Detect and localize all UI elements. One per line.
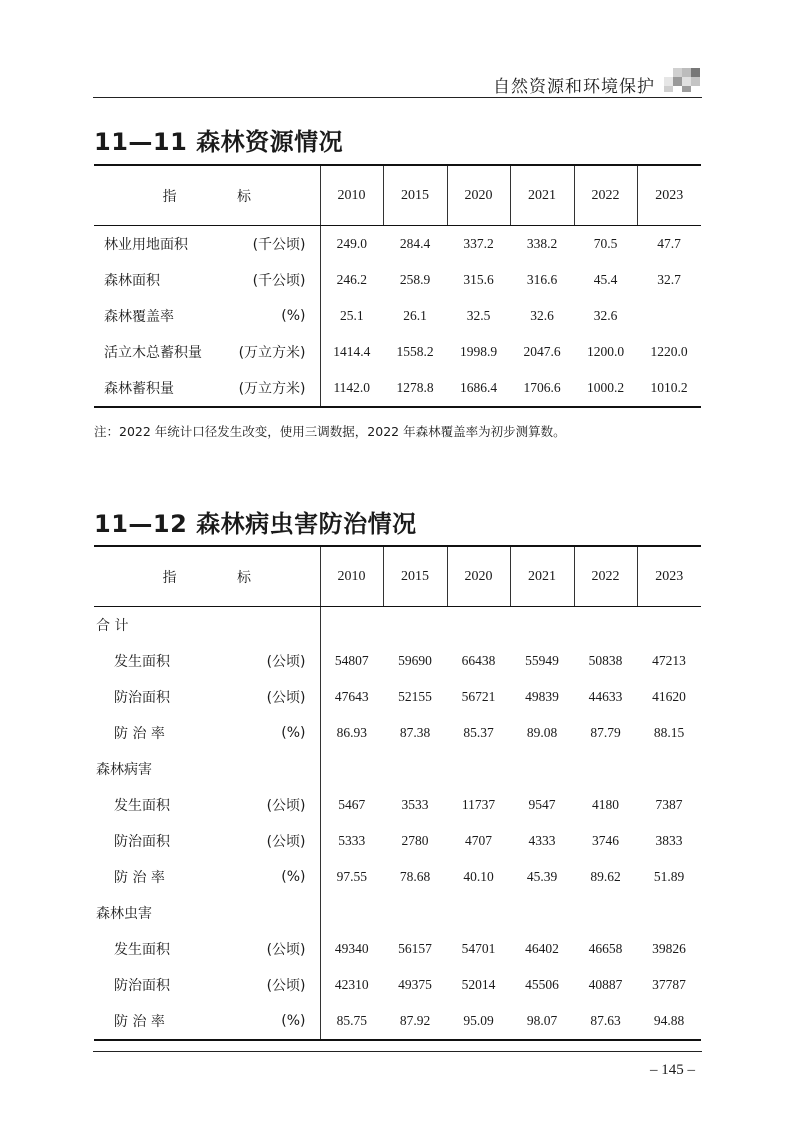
year-header: 2010 [320, 546, 383, 607]
value-cell: 87.79 [590, 725, 621, 740]
table1-body [94, 226, 701, 408]
row-label-text: 森林蓄积量 [104, 381, 174, 397]
value-cell: 32.7 [657, 272, 681, 287]
footer-rule [93, 1051, 702, 1052]
value-cell: 1142.0 [320, 370, 383, 407]
value-cell: 46402 [525, 941, 559, 956]
row-label [94, 787, 320, 823]
value-cell [447, 895, 510, 931]
value-cell [383, 607, 447, 644]
row-label-text: 防治面积 [114, 690, 170, 706]
row-unit: (万立方米) [238, 345, 306, 361]
row-label-text: 防 治 率 [114, 1014, 165, 1030]
year-header: 2023 [637, 165, 701, 226]
value-cell: 49839 [525, 689, 559, 704]
value-cell: 97.55 [320, 859, 383, 895]
table-row [94, 859, 701, 895]
value-cell: 249.0 [320, 226, 383, 263]
table-row [94, 1003, 701, 1040]
value-cell: 70.5 [593, 236, 618, 251]
value-cell: 1706.6 [510, 370, 574, 407]
value-cell: 39826 [652, 941, 686, 956]
value-cell: 37787 [652, 977, 686, 992]
value-cell: 7387 [655, 797, 683, 812]
row-label [94, 334, 320, 370]
value-cell: 4180 [592, 797, 619, 812]
value-cell [637, 895, 701, 931]
row-label-text: 活立木总蓄积量 [104, 345, 202, 361]
table-row [94, 967, 701, 1003]
value-cell: 26.1 [403, 308, 427, 323]
year-header: 2015 [383, 165, 447, 226]
row-label [94, 823, 320, 859]
value-cell: 284.4 [399, 236, 431, 251]
row-unit: (%) [281, 1013, 306, 1029]
row-label [94, 751, 320, 787]
table-row [94, 643, 701, 679]
group-row [94, 607, 701, 644]
value-cell: 1278.8 [383, 370, 447, 407]
table1-note: 注：2022 年统计口径发生改变，使用三调数据，2022 年森林覆盖率为初步测算数。 [94, 424, 566, 439]
table-row [94, 679, 701, 715]
value-cell: 45.39 [526, 869, 558, 884]
value-cell [637, 607, 701, 644]
row-label-text: 防 治 率 [114, 870, 165, 886]
header-rule [93, 97, 702, 98]
value-cell: 2780 [401, 833, 429, 848]
value-cell: 45.4 [593, 272, 618, 287]
value-cell: 49375 [398, 977, 432, 992]
value-cell: 94.88 [637, 1003, 701, 1040]
row-unit: (公顷) [266, 690, 306, 706]
value-cell: 258.9 [399, 272, 431, 287]
value-cell: 2047.6 [523, 344, 561, 359]
value-cell: 32.6 [530, 308, 554, 323]
value-cell: 55949 [525, 653, 559, 668]
row-label-text: 森林面积 [104, 273, 160, 289]
value-cell: 1558.2 [396, 344, 434, 359]
row-label-text: 森林病害 [96, 762, 152, 778]
row-label [94, 679, 320, 715]
table-row [94, 262, 701, 298]
value-cell: 4333 [528, 833, 556, 848]
row-unit: (公顷) [266, 978, 306, 994]
table-row [94, 334, 701, 370]
row-unit: (公顷) [266, 798, 306, 814]
row-label [94, 715, 320, 751]
table2-body [94, 607, 701, 1041]
row-label-text: 发生面积 [114, 654, 170, 670]
value-cell: 315.6 [463, 272, 494, 287]
table-row [94, 226, 701, 263]
value-cell: 78.68 [399, 869, 431, 884]
value-cell: 66438 [461, 653, 496, 668]
value-cell [574, 751, 637, 787]
row-label [94, 262, 320, 298]
value-cell: 11737 [461, 797, 496, 812]
indicator-header: 指 标 [94, 546, 320, 607]
row-label [94, 643, 320, 679]
value-cell: 49340 [320, 931, 383, 967]
value-cell [447, 751, 510, 787]
value-cell: 89.62 [590, 869, 621, 884]
row-label [94, 1003, 320, 1040]
row-label-text: 森林覆盖率 [104, 309, 174, 325]
forest-resources-table [94, 164, 701, 408]
value-cell: 1000.2 [574, 370, 637, 407]
value-cell: 32.6 [593, 308, 618, 323]
row-label-text: 林业用地面积 [104, 237, 188, 253]
table-row [94, 370, 701, 407]
value-cell: 41620 [652, 689, 686, 704]
value-cell: 95.09 [447, 1003, 510, 1040]
section-header-title: 自然资源和环境保护 [493, 77, 655, 97]
value-cell: 87.63 [574, 1003, 637, 1040]
table1-title: 11—11 森林资源情况 [94, 128, 344, 156]
group-row [94, 895, 701, 931]
value-cell [574, 895, 637, 931]
value-cell [510, 751, 574, 787]
row-unit: (公顷) [266, 654, 306, 670]
row-label-text: 合 计 [96, 618, 129, 634]
row-unit: (%) [281, 725, 306, 741]
year-header: 2021 [510, 165, 574, 226]
value-cell: 338.2 [526, 236, 558, 251]
value-cell: 88.15 [653, 725, 685, 740]
page-number: – 145 – [650, 1062, 695, 1078]
row-unit: (千公顷) [252, 273, 306, 289]
value-cell: 40887 [588, 977, 623, 992]
value-cell [637, 298, 701, 334]
value-cell: 44633 [588, 689, 623, 704]
row-label [94, 226, 320, 263]
value-cell [510, 607, 574, 644]
value-cell [574, 607, 637, 644]
value-cell: 3533 [401, 797, 429, 812]
value-cell: 3746 [592, 833, 619, 848]
row-unit: (万立方米) [238, 381, 306, 397]
value-cell [320, 751, 383, 787]
value-cell [383, 895, 447, 931]
row-unit: (公顷) [266, 942, 306, 958]
value-cell: 3833 [655, 833, 683, 848]
table2-header-row [94, 546, 701, 607]
value-cell: 52155 [398, 689, 432, 704]
table-row [94, 787, 701, 823]
value-cell: 5467 [320, 787, 383, 823]
value-cell: 9547 [528, 797, 556, 812]
value-cell: 45506 [525, 977, 559, 992]
row-unit: (千公顷) [252, 237, 306, 253]
group-row [94, 751, 701, 787]
row-label-text: 防治面积 [114, 978, 170, 994]
year-header: 2022 [574, 165, 637, 226]
value-cell: 42310 [320, 967, 383, 1003]
value-cell [320, 607, 383, 644]
value-cell: 47213 [652, 653, 686, 668]
value-cell [447, 607, 510, 644]
value-cell: 98.07 [510, 1003, 574, 1040]
value-cell: 1414.4 [320, 334, 383, 370]
row-label-text: 防治面积 [114, 834, 170, 850]
value-cell [637, 751, 701, 787]
row-unit: (%) [281, 869, 306, 885]
value-cell: 47.7 [657, 236, 681, 251]
row-label [94, 931, 320, 967]
value-cell: 5333 [320, 823, 383, 859]
table-row [94, 931, 701, 967]
row-unit: (公顷) [266, 834, 306, 850]
value-cell: 85.37 [463, 725, 494, 740]
row-label-text: 防 治 率 [114, 726, 165, 742]
year-header: 2020 [447, 546, 510, 607]
table-row [94, 823, 701, 859]
value-cell: 25.1 [320, 298, 383, 334]
year-header: 2020 [447, 165, 510, 226]
value-cell: 87.38 [399, 725, 431, 740]
value-cell: 1998.9 [459, 344, 498, 359]
table2-title: 11—12 森林病虫害防治情况 [94, 510, 417, 538]
year-header: 2022 [574, 546, 637, 607]
row-label-text: 森林虫害 [96, 906, 152, 922]
row-label-text: 发生面积 [114, 942, 170, 958]
value-cell: 46658 [588, 941, 623, 956]
year-header: 2010 [320, 165, 383, 226]
table1-header-row [94, 165, 701, 226]
year-header: 2023 [637, 546, 701, 607]
row-label [94, 859, 320, 895]
value-cell: 54701 [461, 941, 496, 956]
value-cell: 56157 [398, 941, 432, 956]
value-cell: 1010.2 [637, 370, 701, 407]
value-cell: 316.6 [526, 272, 558, 287]
value-cell: 246.2 [320, 262, 383, 298]
value-cell: 40.10 [463, 869, 494, 884]
row-label [94, 607, 320, 644]
year-header: 2021 [510, 546, 574, 607]
table-row [94, 715, 701, 751]
table-row [94, 298, 701, 334]
value-cell: 54807 [320, 643, 383, 679]
value-cell: 59690 [398, 653, 432, 668]
value-cell: 56721 [461, 689, 496, 704]
row-label [94, 298, 320, 334]
value-cell [383, 751, 447, 787]
value-cell: 51.89 [653, 869, 685, 884]
pest-control-table [94, 545, 701, 1041]
row-unit: (%) [281, 308, 306, 324]
row-label [94, 370, 320, 407]
value-cell: 89.08 [526, 725, 558, 740]
value-cell: 87.92 [383, 1003, 447, 1040]
year-header: 2015 [383, 546, 447, 607]
value-cell: 1200.0 [586, 344, 625, 359]
row-label [94, 895, 320, 931]
value-cell [320, 895, 383, 931]
value-cell: 47643 [320, 679, 383, 715]
value-cell: 52014 [461, 977, 496, 992]
row-label-text: 发生面积 [114, 798, 170, 814]
value-cell: 85.75 [320, 1003, 383, 1040]
value-cell: 50838 [588, 653, 623, 668]
value-cell: 1220.0 [650, 344, 688, 359]
row-label [94, 967, 320, 1003]
value-cell: 32.5 [466, 308, 491, 323]
value-cell: 86.93 [320, 715, 383, 751]
decorative-checker-mark [664, 68, 700, 94]
value-cell [510, 895, 574, 931]
indicator-header: 指 标 [94, 165, 320, 226]
value-cell: 4707 [465, 833, 492, 848]
value-cell: 1686.4 [447, 370, 510, 407]
value-cell: 337.2 [463, 236, 494, 251]
